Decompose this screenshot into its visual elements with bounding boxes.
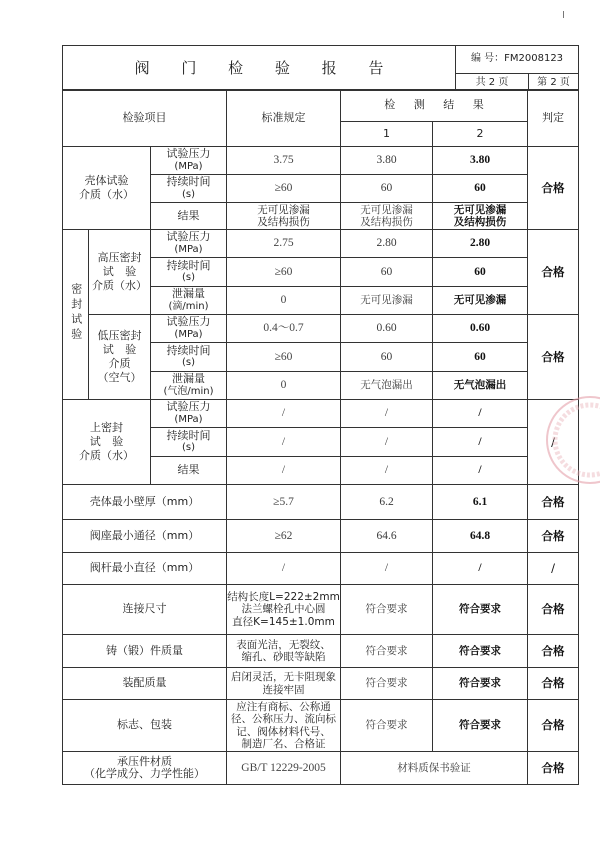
group-label-high-pressure-seal: 高压密封 试 验 介质（水） (89, 230, 151, 315)
result-2-value: 3.80 (433, 147, 528, 175)
result-1-value: 60 (341, 343, 433, 372)
standard-value: 启闭灵活，无卡阻现象 连接牢固 (227, 668, 341, 700)
result-2-value: / (433, 457, 528, 485)
result-1-value: 无可见渗漏 (341, 287, 433, 315)
table-row (63, 485, 579, 520)
item-label: 标志、包装 (63, 700, 227, 752)
column-header-standard: 标准规定 (227, 90, 341, 147)
sub-item-unit: (s) (181, 188, 195, 200)
standard-value: ≥60 (227, 258, 341, 287)
result-2-value: 60 (433, 343, 528, 372)
result-1-value: 60 (341, 175, 433, 203)
column-header-verdict: 判定 (528, 90, 579, 147)
result-1-value: 无可见渗漏 及结构损伤 (341, 203, 433, 230)
page-number: 第 2 页 (529, 74, 579, 91)
report-title: 阀 门 检 验 报 告 (63, 46, 456, 91)
sub-item-unit: (气泡/min) (163, 385, 214, 397)
table-header-row (63, 90, 579, 122)
table-row (63, 520, 579, 553)
result-1-value: / (341, 457, 433, 485)
sub-item-unit: (MPa) (174, 243, 203, 255)
sub-item-label: 试验压力 (166, 147, 211, 161)
standard-value: 0 (227, 287, 341, 315)
sub-item-cell (151, 175, 227, 203)
standard-value: 2.75 (227, 230, 341, 258)
item-label: 阀杆最小直径（mm） (63, 553, 227, 585)
verdict: 合格 (528, 585, 579, 635)
combined-result-value: 材料质保书验证 (341, 752, 528, 785)
table-row (63, 400, 579, 428)
result-2-value: / (433, 428, 528, 457)
table-row (63, 752, 579, 785)
result-2-value: 无气泡漏出 (433, 372, 528, 400)
sub-item-label: 泄漏量 (172, 287, 205, 301)
item-label: 装配质量 (63, 668, 227, 700)
table-row (63, 635, 579, 668)
standard-value: 表面光洁，无裂纹、 缩孔、砂眼等缺陷 (227, 635, 341, 668)
standard-value: ≥5.7 (227, 485, 341, 520)
result-2-value: 0.60 (433, 315, 528, 343)
sub-item-unit: (滴/min) (168, 300, 209, 312)
result-2-value: 无可见渗漏 (433, 287, 528, 315)
group-label-shell-test: 壳体试验 介质（水） (63, 147, 151, 230)
verdict: 合格 (528, 752, 579, 785)
group-label-low-pressure-seal: 低压密封 试 验 介质 （空气） (89, 315, 151, 400)
column-header-result-1: 1 (341, 122, 433, 147)
sub-item-label: 持续时间 (166, 428, 211, 442)
item-label: 阀座最小通径（mm） (63, 520, 227, 553)
table-row (63, 147, 579, 175)
column-header-item: 检验项目 (63, 90, 227, 147)
column-header-result-2: 2 (433, 122, 528, 147)
report-number: 编 号：FM2008123 (456, 46, 579, 74)
result-1-value: 0.60 (341, 315, 433, 343)
sub-item-label: 持续时间 (166, 175, 211, 189)
standard-value: ≥60 (227, 343, 341, 372)
standard-value: 应注有商标、公称通 径、公称压力、流向标 记、阀体材料代号、 制造厂名、合格证 (227, 700, 341, 752)
standard-value: 0 (227, 372, 341, 400)
verdict: 合格 (528, 230, 579, 315)
standard-value: 0.4～0.7 (227, 315, 341, 343)
sub-item-cell (151, 258, 227, 287)
result-1-value: 无气泡漏出 (341, 372, 433, 400)
standard-value: 结构长度L=222±2mm 法兰螺栓孔中心圆 直径K=145±1.0mm (227, 585, 341, 635)
result-1-value: 64.6 (341, 520, 433, 553)
table-row (63, 230, 579, 258)
result-2-value: / (433, 553, 528, 585)
header-row (63, 46, 579, 74)
sub-item-unit: (MPa) (174, 160, 203, 172)
standard-value: ≥60 (227, 175, 341, 203)
sub-item-cell (151, 287, 227, 315)
result-1-value: / (341, 553, 433, 585)
verdict: 合格 (528, 700, 579, 752)
result-1-value: 2.80 (341, 230, 433, 258)
sub-item-cell (151, 400, 227, 428)
verdict: 合格 (528, 635, 579, 668)
standard-value: / (227, 400, 341, 428)
column-header-results: 检 测 结 果 (341, 90, 528, 122)
result-2-value: 符合要求 (433, 585, 528, 635)
sub-item-label: 试验压力 (166, 400, 211, 414)
verdict: 合格 (528, 315, 579, 400)
table-row (63, 553, 579, 585)
result-2-value: 60 (433, 258, 528, 287)
standard-value: / (227, 428, 341, 457)
result-2-value: 6.1 (433, 485, 528, 520)
result-1-value: 3.80 (341, 147, 433, 175)
result-2-value: / (433, 400, 528, 428)
result-2-value: 64.8 (433, 520, 528, 553)
table-row (63, 315, 579, 343)
sub-item-unit: (s) (181, 272, 195, 284)
result-2-value: 无可见渗漏 及结构损伤 (433, 203, 528, 230)
result-2-value: 符合要求 (433, 668, 528, 700)
sub-item-unit: (s) (181, 442, 195, 454)
scan-mark (563, 11, 564, 18)
verdict: 合格 (528, 485, 579, 520)
sub-item-cell (151, 203, 227, 230)
item-label: 壳体最小壁厚（mm） (63, 485, 227, 520)
result-1-value: 符合要求 (341, 668, 433, 700)
standard-value: GB/T 12229-2005 (227, 752, 341, 785)
report-header (62, 45, 579, 91)
sub-item-label: 持续时间 (166, 343, 211, 357)
result-1-value: 6.2 (341, 485, 433, 520)
sub-item-cell (151, 457, 227, 485)
result-1-value: 符合要求 (341, 700, 433, 752)
sub-item-label: 持续时间 (166, 258, 211, 272)
sub-item-cell (151, 315, 227, 343)
total-pages: 共 2 页 (456, 74, 529, 91)
result-2-value: 60 (433, 175, 528, 203)
result-1-value: 符合要求 (341, 635, 433, 668)
item-label: 连接尺寸 (63, 585, 227, 635)
item-label: 承压件材质 （化学成分、力学性能） (63, 752, 227, 785)
standard-value: ≥62 (227, 520, 341, 553)
verdict: 合格 (528, 147, 579, 230)
sub-item-cell (151, 428, 227, 457)
result-1-value: / (341, 400, 433, 428)
verdict: / (528, 400, 579, 485)
sub-item-cell (151, 147, 227, 175)
standard-value: / (227, 457, 341, 485)
sub-item-label: 结果 (177, 208, 200, 222)
item-label: 铸（锻）件质量 (63, 635, 227, 668)
group-label-seal-test-cell (63, 230, 89, 400)
sub-item-unit: (MPa) (174, 413, 203, 425)
result-1-value: 60 (341, 258, 433, 287)
table-row (63, 585, 579, 635)
sub-item-label: 试验压力 (166, 230, 211, 244)
sub-item-cell (151, 372, 227, 400)
sub-item-cell (151, 343, 227, 372)
standard-value: 无可见渗漏 及结构损伤 (227, 203, 341, 230)
result-1-value: / (341, 428, 433, 457)
sub-item-unit: (MPa) (174, 328, 203, 340)
sub-item-unit: (s) (181, 357, 195, 369)
sub-item-label: 试验压力 (166, 315, 211, 329)
verdict: 合格 (528, 668, 579, 700)
sub-item-label: 泄漏量 (172, 372, 205, 386)
result-1-value: 符合要求 (341, 585, 433, 635)
sub-item-cell (151, 230, 227, 258)
verdict: 合格 (528, 520, 579, 553)
group-label-seal-test: 密封试验 (69, 282, 83, 343)
result-2-value: 符合要求 (433, 700, 528, 752)
inspection-table (62, 89, 579, 785)
group-label-upper-seal-test: 上密封 试 验 介质（水） (63, 400, 151, 485)
standard-value: 3.75 (227, 147, 341, 175)
sub-item-label: 结果 (177, 463, 200, 477)
standard-value: / (227, 553, 341, 585)
table-row (63, 668, 579, 700)
verdict: / (528, 553, 579, 585)
table-row (63, 700, 579, 752)
result-2-value: 2.80 (433, 230, 528, 258)
result-2-value: 符合要求 (433, 635, 528, 668)
